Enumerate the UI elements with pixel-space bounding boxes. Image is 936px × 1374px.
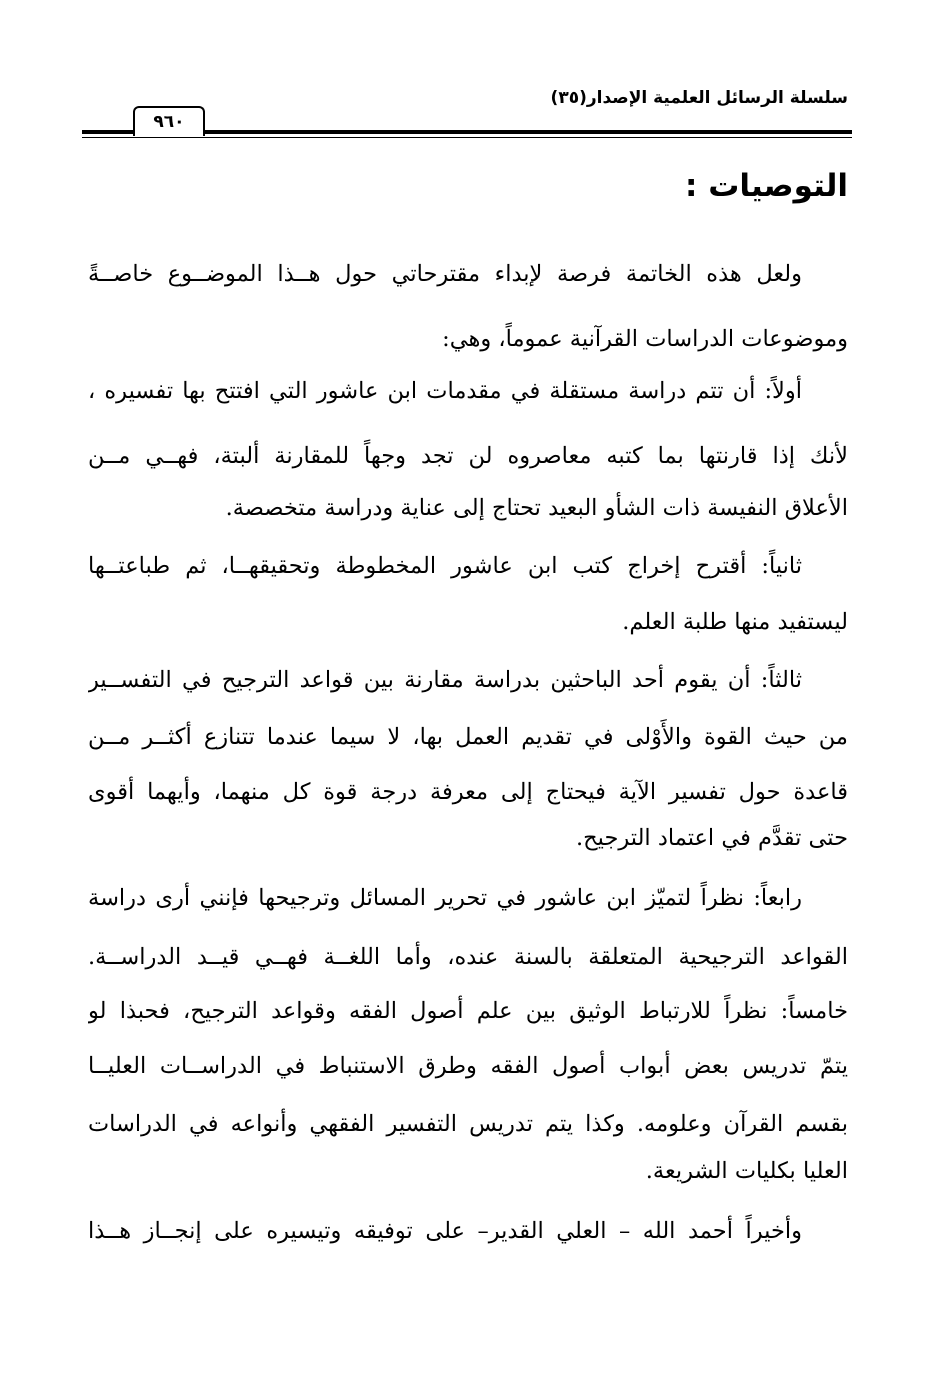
header-rule-thin xyxy=(82,137,852,138)
text-line: القواعد الترجيحية المتعلقة بالسنة عنده، وأما اللغــة فهــي قيــد الدراســة. xyxy=(88,944,848,970)
text-line: الأعلاق النفيسة ذات الشأو البعيد تحتاج إلى عناية ودراسة متخصصة. xyxy=(225,495,848,521)
text-line: ثالثاً: أن يقوم أحد الباحثين بدراسة مقارنة بين قواعد الترجيح في التفســير xyxy=(88,667,802,693)
text-line: ليستفيد منها طلبة العلم. xyxy=(622,609,848,635)
text-line: ولعل هذه الخاتمة فرصة لإبداء مقترحاتي حول هــذا الموضــوع خاصــةً xyxy=(88,261,802,287)
text-line: يتمّ تدريس بعض أبواب أصول الفقه وطرق الاستنباط في الدراســات العليــا xyxy=(88,1053,848,1079)
text-line: حتى تقدَّم في اعتماد الترجيح. xyxy=(576,825,848,851)
text-line: وموضوعات الدراسات القرآنية عموماً، وهي: xyxy=(442,326,848,352)
section-heading: التوصيات : xyxy=(685,168,848,204)
text-line: رابعاً: نظراً لتميّز ابن عاشور في تحرير المسائل وترجيحها فإنني أرى دراسة xyxy=(88,885,802,911)
running-title: سلسلة الرسائل العلمية الإصدار(٣٥) xyxy=(550,88,848,108)
text-line: خامساً: نظراً للارتباط الوثيق بين علم أصول الفقه وقواعد الترجيح، فحبذا لو xyxy=(88,998,848,1024)
text-line: قاعدة حول تفسير الآية فيحتاج إلى معرفة درجة قوة كل منهما، وأيهما أقوى xyxy=(88,779,848,805)
text-line: وأخيراً أحمد الله – العلي القدير– على توفيقه وتيسيره على إنجــاز هــذا xyxy=(88,1218,802,1244)
text-line: من حيث القوة والأَوْلى في تقديم العمل بها، لا سيما عندما تتنازع أكثــر مــن xyxy=(88,724,848,750)
page-number: ٩٦٠ xyxy=(133,106,205,136)
text-line: ثانياً: أقترح إخراج كتب ابن عاشور المخطوطة وتحقيقهــا، ثم طباعتــها xyxy=(88,553,802,579)
text-line: أولاً: أن تتم دراسة مستقلة في مقدمات ابن عاشور التي افتتح بها تفسيره ، xyxy=(88,378,802,404)
text-line: بقسم القرآن وعلومه. وكذا يتم تدريس التفسير الفقهي وأنواعه في الدراسات xyxy=(88,1111,848,1137)
text-line: العليا بكليات الشريعة. xyxy=(645,1158,848,1184)
text-line: لأنك إذا قارنتها بما كتبه معاصروه لن تجد وجهاً للمقارنة ألبتة، فهــي مــن xyxy=(88,443,848,469)
